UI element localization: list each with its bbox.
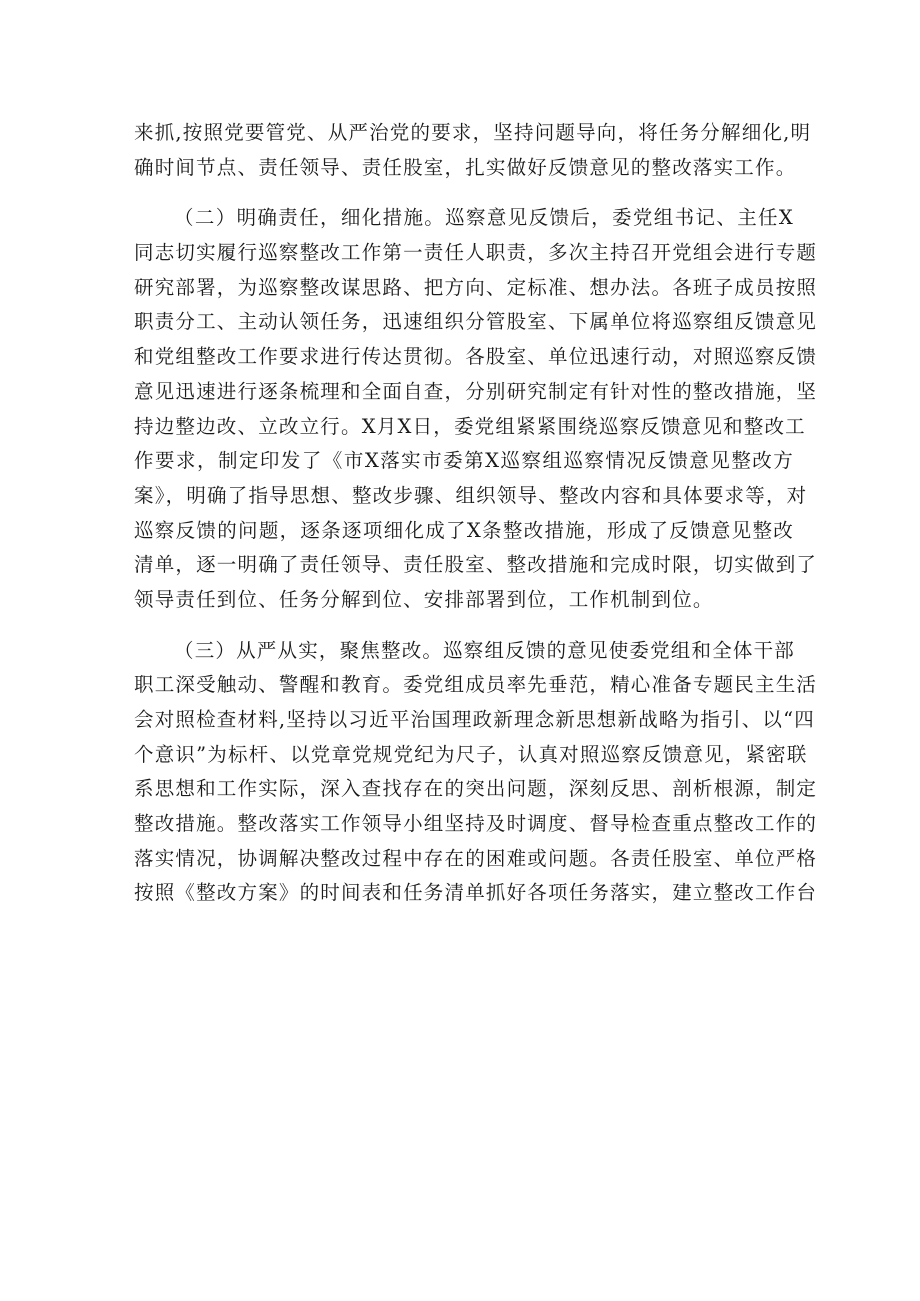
text-line: 同志切实履行巡察整改工作第一责任人职责，多次主持召开党组会进行专题 [134, 241, 818, 265]
text-line: 系思想和工作实际，深入查找存在的突出问题，深刻反思、剖析根源，制定 [134, 777, 818, 801]
text-line: 案》，明确了指导思想、整改步骤、组织领导、整改内容和具体要求等，对 [134, 483, 808, 507]
text-line: 意见迅速进行逐条梳理和全面自查，分别研究制定有针对性的整改措施，坚 [134, 379, 818, 403]
text-line: 领导责任到位、任务分解到位、安排部署到位，工作机制到位。 [134, 587, 714, 611]
text-line: 职工深受触动、警醒和教育。委党组成员率先垂范，精心准备专题民主生活 [134, 673, 818, 697]
text-line: 持边整边改、立改立行。X月X日，委党组紧紧围绕巡察反馈意见和整改工 [134, 414, 806, 438]
text-line: 作要求，制定印发了《市X落实市委第X巡察组巡察情况反馈意见整改方 [134, 449, 794, 473]
text-line: 会对照检查材料,坚持以习近平治国理政新理念新思想新战略为指引、以“四 [134, 708, 815, 731]
text-line: 确时间节点、责任领导、责任股室，扎实做好反馈意见的整改落实工作。 [134, 155, 797, 179]
text-line: 落实情况，协调解决整改过程中存在的困难或问题。各责任股室、单位严格 [134, 846, 818, 870]
text-line: 来抓,按照党要管党、从严治党的要求，坚持问题导向，将任务分解细化,明 [134, 121, 812, 144]
text-line: 个意识”为标杆、以党章党规党纪为尺子，认真对照巡察反馈意见，紧密联 [134, 742, 808, 766]
text-line: （二）明确责任，细化措施。巡察意见反馈后，委党组书记、主任X [174, 206, 794, 230]
text-line: 职责分工、主动认领任务，迅速组织分管股室、下属单位将巡察组反馈意见 [134, 310, 818, 334]
text-line: （三）从严从实，聚焦整改。巡察组反馈的意见使委党组和全体干部 [174, 638, 796, 662]
text-line: 巡察反馈的问题，逐条逐项细化成了X条整改措施，形成了反馈意见整改 [134, 518, 794, 542]
text-line: 清单，逐一明确了责任领导、责任股室、整改措施和完成时限，切实做到了 [134, 553, 818, 577]
text-line: 整改措施。整改落实工作领导小组坚持及时调度、督导检查重点整改工作的 [134, 812, 818, 836]
document-body [134, 116, 818, 911]
text-line: 和党组整改工作要求进行传达贯彻。各股室、单位迅速行动，对照巡察反馈 [134, 345, 818, 369]
text-line: 按照《整改方案》的时间表和任务清单抓好各项任务落实，建立整改工作台 [134, 881, 818, 905]
text-line: 研究部署，为巡察整改谋思路、把方向、定标准、想办法。各班子成员按照 [134, 275, 818, 299]
